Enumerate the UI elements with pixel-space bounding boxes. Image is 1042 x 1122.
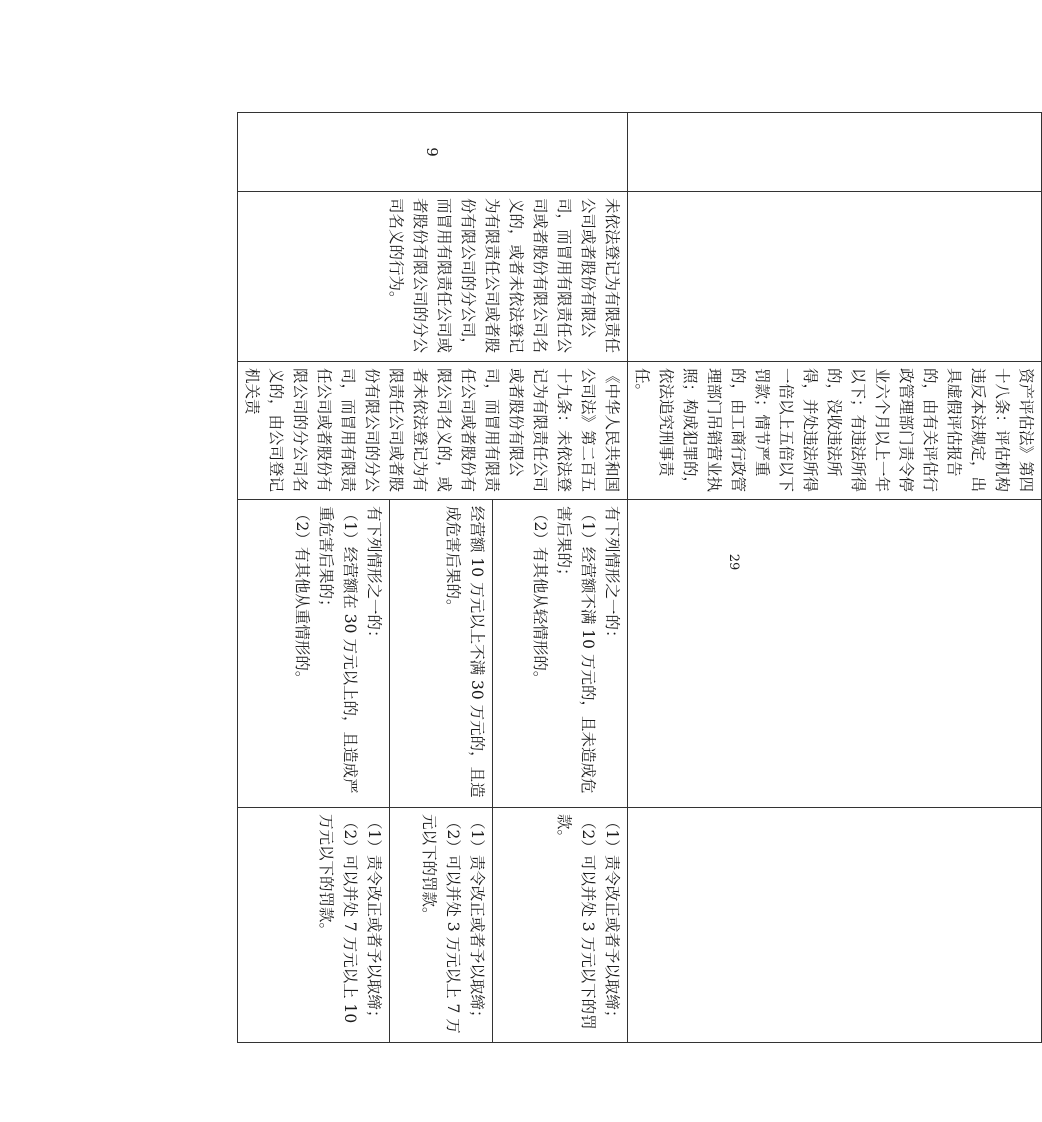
penalty-standard-tier-2: （1）责令改正或者予以取缔； （2）可以并处 3 万元以上 7 万元以下的罚款。 — [390, 808, 493, 1043]
penalty-standard-tier-1: （1）责令改正或者予以取缔； （2）可以并处 3 万元以下的罚款。 — [493, 808, 628, 1043]
circumstance-tier-2: 经营额 10 万元以上不满 30 万元的，且造成危害后果的。 — [390, 500, 493, 808]
row-number-9: 9 — [238, 113, 628, 192]
circumstance-cell — [628, 500, 1042, 808]
penalty-standard-tier-3: （1）责令改正或者予以取缔； （2）可以并处 7 万元以上 10 万元以下的罚款。 — [238, 808, 390, 1043]
illegal-behavior-cell — [628, 192, 1042, 362]
table-row — [493, 113, 628, 1043]
illegal-behavior-cell: 未依法登记为有限责任公司或者股份有限公司，而冒用有限责任公司或者股份有限公司名义的，或者未依法登记为有限责任公司或者股份有限公司的分公司，而冒用有限责任公司或者股份有限公司的分公司名义的行为。 — [238, 192, 628, 362]
penalty-table-grid — [243, 112, 1042, 1042]
row-number — [628, 113, 1042, 192]
circumstance-tier-1: 有下列情形之一的： （1）经营额不满 10 万元的，且未造成危害后果的； （2）有其他从轻情形的。 — [493, 500, 628, 808]
table-row — [628, 113, 1042, 1043]
legal-basis-cell: 《中华人民共和国公司法》第二百五十九条：未依法登记为有限责任公司或者股份有限公司，而冒用有限责任公司或者股份有限公司名义的，或者未依法登记为有限责任公司或者股份有限公司的分公司，而冒用有限责任公司或者股份有限公司的分公司名义的，由公司登记机关责 — [238, 362, 628, 500]
page-number: 29 — [726, 553, 741, 571]
penalty-standard-cell — [628, 808, 1042, 1043]
circumstance-tier-3: 有下列情形之一的： （1）经营额在 30 万元以上的，且造成严重危害后果的； （2）有其他从重情形的。 — [238, 500, 390, 808]
penalty-table — [237, 112, 1042, 1043]
legal-basis-cell: 资产评估法》第四十八条：评估机构违反本法规定，出具虚假评估报告的，由有关评估行政管理部门责令停业六个月以上一年以下；有违法所得的，没收违法所得，并处违法所得一倍以上五倍以下罚款；情节严重的，由工商行政管理部门吊销营业执照；构成犯罪的，依法追究刑事责任。 — [628, 362, 1042, 500]
